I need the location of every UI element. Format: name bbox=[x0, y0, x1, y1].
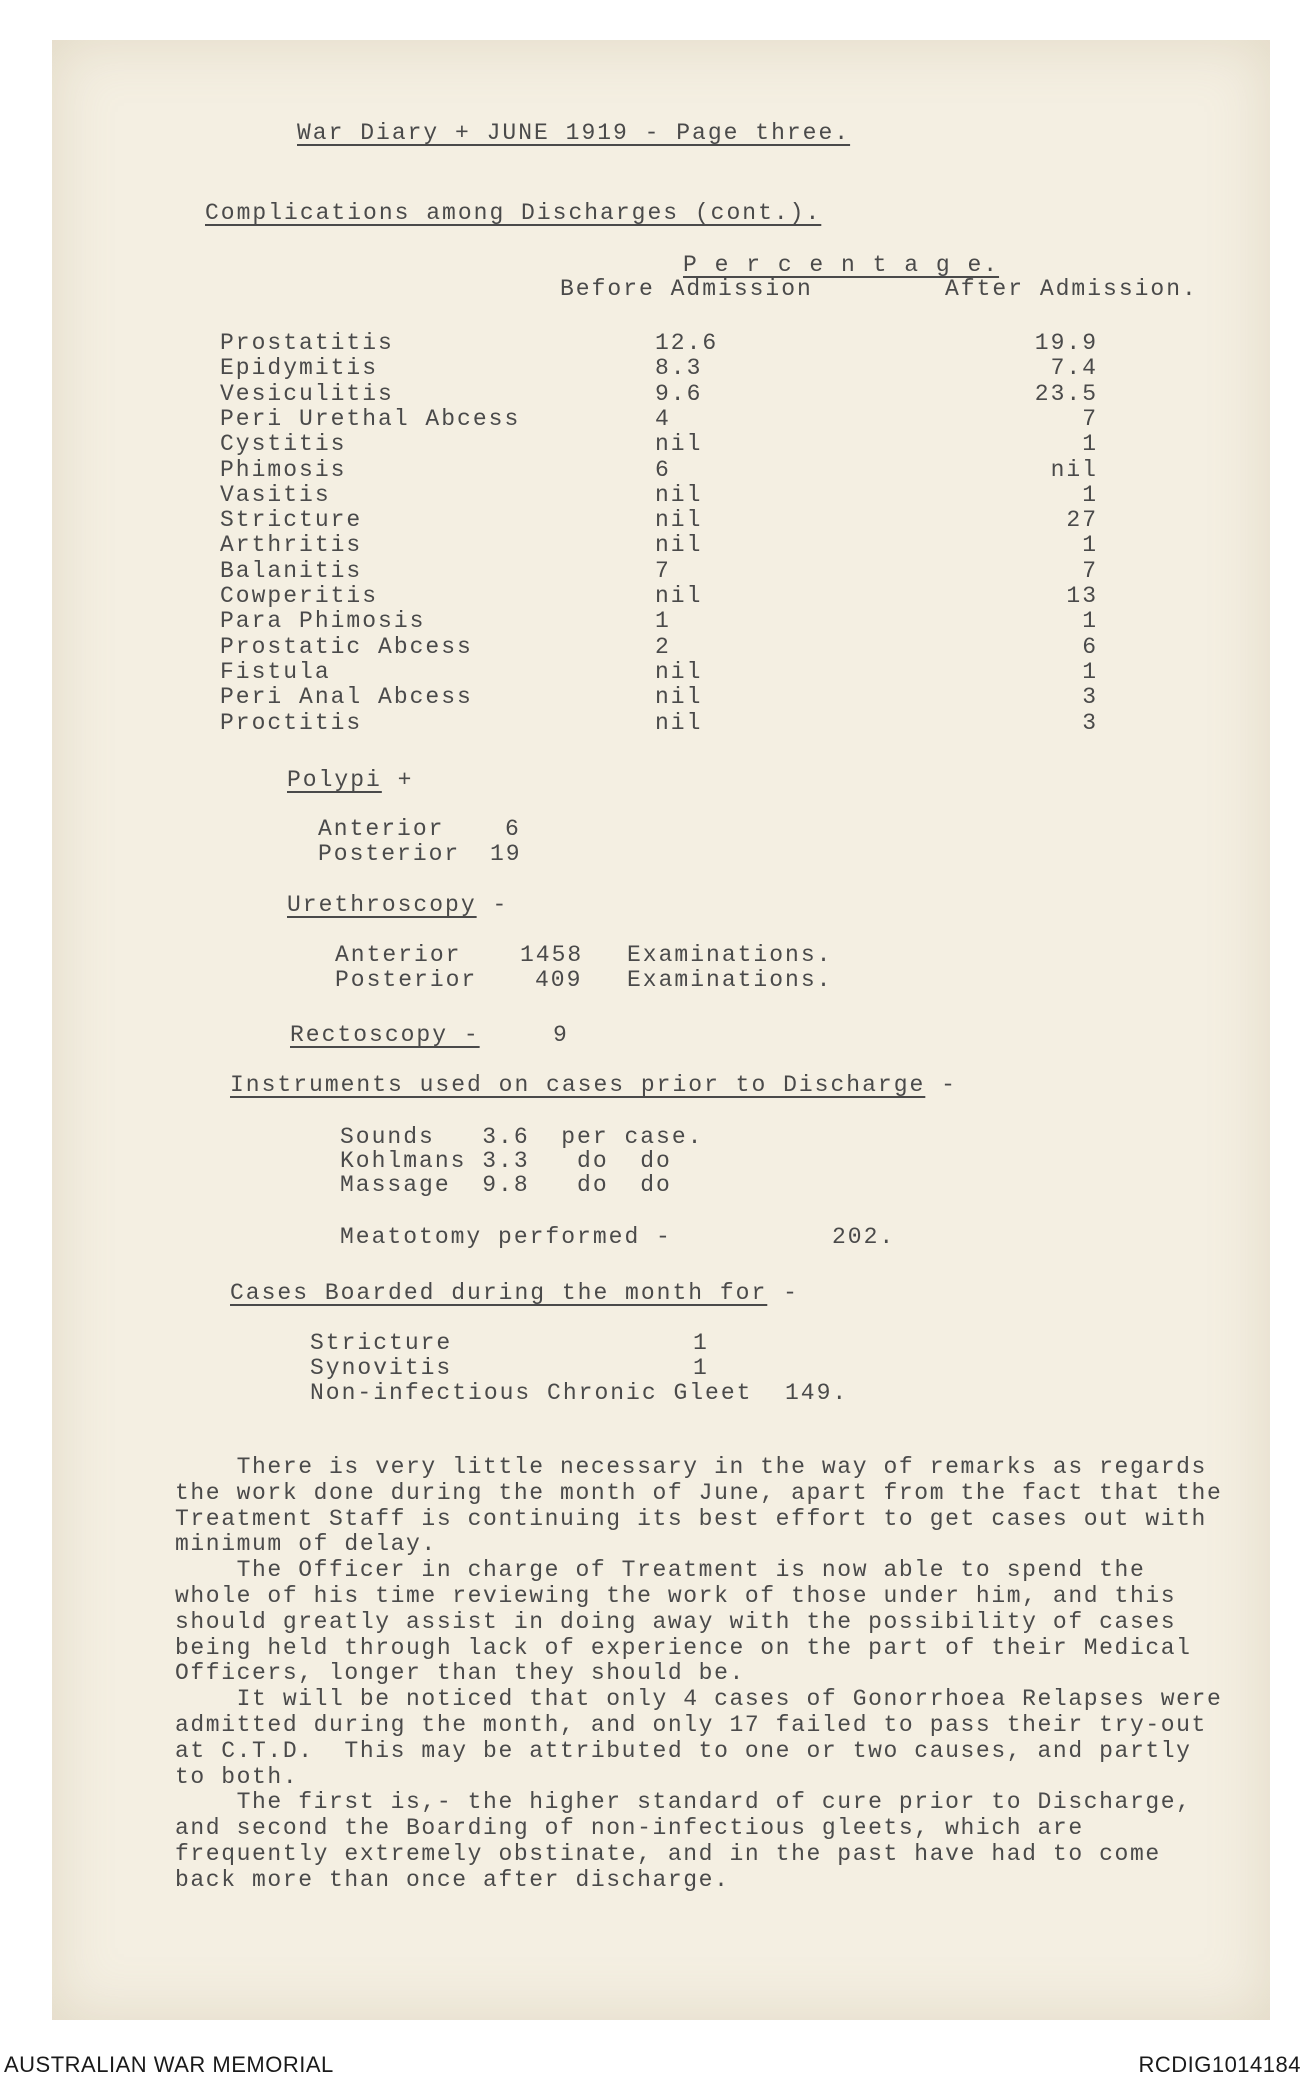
after-admission-value: 1 bbox=[1082, 532, 1098, 558]
after-admission-value: 7 bbox=[1082, 406, 1098, 432]
after-admission-value: 23.5 bbox=[1034, 381, 1098, 407]
instruments-suffix: - bbox=[941, 1072, 957, 1098]
remarks-line: and second the Boarding of non-infectious gleets, which are bbox=[175, 1815, 1084, 1842]
before-admission-value: 9.6 bbox=[655, 381, 703, 407]
remarks-paragraph bbox=[175, 1455, 1235, 1894]
footer-reference: RCDIG1014184 bbox=[1138, 2052, 1301, 2077]
percentage-label: P e r c e n t a g e. bbox=[683, 252, 1000, 278]
polypi-title: Polypi bbox=[287, 767, 382, 793]
polypi-anterior-label: Anterior bbox=[318, 816, 445, 842]
after-admission-value: 6 bbox=[1082, 634, 1098, 660]
remarks-line: to both. bbox=[175, 1763, 299, 1790]
before-admission-value: 2 bbox=[655, 634, 671, 660]
before-admission-value: 12.6 bbox=[655, 330, 719, 356]
before-admission-value: nil bbox=[655, 431, 703, 457]
rectoscopy-value: 9 bbox=[553, 1022, 569, 1048]
urethroscopy-heading bbox=[287, 892, 508, 918]
boarded-item-value: 149. bbox=[785, 1380, 849, 1406]
before-admission-value: nil bbox=[655, 583, 703, 609]
remarks-line: It will be noticed that only 4 cases of Gonorrhoea Relapses were bbox=[175, 1686, 1223, 1713]
complication-name: Cowperitis bbox=[220, 583, 379, 609]
before-admission-value: 7 bbox=[655, 558, 671, 584]
boarded-item-name: Synovitis bbox=[310, 1355, 453, 1381]
complication-name: Proctitis bbox=[220, 710, 363, 736]
complication-name: Prostatic Abcess bbox=[220, 634, 473, 660]
urethroscopy-anterior-unit: Examinations. bbox=[627, 942, 833, 968]
after-admission-value: nil bbox=[1050, 457, 1098, 483]
remarks-line: Officers, longer than they should be. bbox=[175, 1660, 745, 1687]
before-admission-value: 4 bbox=[655, 406, 671, 432]
complication-name: Cystitis bbox=[220, 431, 347, 457]
remarks-line: There is very little necessary in the way of remarks as regards bbox=[175, 1454, 1207, 1480]
instrument-massage: Massage 9.8 do do bbox=[340, 1172, 672, 1198]
boarded-suffix: - bbox=[783, 1280, 799, 1306]
before-admission-value: nil bbox=[655, 684, 703, 710]
footer-institution: AUSTRALIAN WAR MEMORIAL bbox=[4, 2052, 334, 2077]
polypi-posterior-value: 19 bbox=[490, 841, 522, 867]
boarded-item-value: 1 bbox=[693, 1355, 709, 1381]
instruments-title: Instruments used on cases prior to Discharge bbox=[230, 1072, 926, 1098]
complication-name: Peri Anal Abcess bbox=[220, 684, 473, 710]
urethroscopy-posterior-label: Posterior bbox=[335, 967, 478, 993]
urethroscopy-anterior-value: 1458 bbox=[520, 942, 584, 968]
remarks-line: The Officer in charge of Treatment is now able to spend the bbox=[175, 1557, 1146, 1584]
before-admission-value: nil bbox=[655, 710, 703, 736]
after-admission-value: 3 bbox=[1082, 710, 1098, 736]
remarks-line: Treatment Staff is continuing its best effort to get cases out with bbox=[175, 1505, 1207, 1532]
remarks-line: at C.T.D. This may be attributed to one or two causes, and partly bbox=[175, 1737, 1192, 1764]
complication-name: Peri Urethal Abcess bbox=[220, 406, 521, 432]
after-admission-value: 3 bbox=[1082, 684, 1098, 710]
urethroscopy-suffix: - bbox=[492, 892, 509, 918]
complication-name: Vesiculitis bbox=[220, 381, 394, 407]
urethroscopy-posterior-value: 409 bbox=[535, 967, 583, 993]
after-admission-value: 7.4 bbox=[1050, 355, 1098, 381]
remarks-line: should greatly assist in doing away with the possibility of cases bbox=[175, 1608, 1177, 1635]
meatotomy-value: 202. bbox=[832, 1224, 896, 1250]
after-admission-value: 7 bbox=[1082, 558, 1098, 584]
urethroscopy-title: Urethroscopy bbox=[287, 892, 477, 918]
boarded-item-name: Stricture bbox=[310, 1330, 453, 1356]
section-title: Complications among Discharges (cont.). bbox=[205, 200, 822, 226]
remarks-line: frequently extremely obstinate, and in the past have had to come bbox=[175, 1840, 1161, 1867]
after-admission-value: 1 bbox=[1082, 431, 1098, 457]
remarks-line: being held through lack of experience on the part of their Medical bbox=[175, 1634, 1192, 1661]
complication-name: Epidymitis bbox=[220, 355, 379, 381]
before-admission-value: nil bbox=[655, 532, 703, 558]
urethroscopy-posterior-unit: Examinations. bbox=[627, 967, 833, 993]
before-admission-value: 1 bbox=[655, 608, 671, 634]
remarks-line: whole of his time reviewing the work of those under him, and this bbox=[175, 1582, 1177, 1609]
remarks-line: back more than once after discharge. bbox=[175, 1866, 730, 1893]
column-header-after: After Admission. bbox=[945, 276, 1198, 302]
rectoscopy-title: Rectoscopy - bbox=[290, 1022, 480, 1048]
complication-name: Prostatitis bbox=[220, 330, 394, 356]
remarks-line: The first is,- the higher standard of cure prior to Discharge, bbox=[175, 1789, 1192, 1816]
remarks-line: minimum of delay. bbox=[175, 1531, 437, 1558]
before-admission-value: nil bbox=[655, 507, 703, 533]
page-header: War Diary + JUNE 1919 - Page three. bbox=[297, 120, 851, 146]
after-admission-value: 19.9 bbox=[1034, 330, 1098, 356]
boarded-item-value: 1 bbox=[693, 1330, 709, 1356]
instrument-kohlmans: Kohlmans 3.3 do do bbox=[340, 1148, 672, 1174]
before-admission-value: nil bbox=[655, 482, 703, 508]
polypi-posterior-label: Posterior bbox=[318, 841, 461, 867]
after-admission-value: 1 bbox=[1082, 659, 1098, 685]
after-admission-value: 1 bbox=[1082, 608, 1098, 634]
complication-name: Balanitis bbox=[220, 558, 363, 584]
before-admission-value: 6 bbox=[655, 457, 671, 483]
instruments-heading bbox=[230, 1072, 957, 1098]
after-admission-value: 1 bbox=[1082, 482, 1098, 508]
boarded-title: Cases Boarded during the month for bbox=[230, 1280, 768, 1306]
remarks-line: the work done during the month of June, apart from the fact that the bbox=[175, 1479, 1223, 1506]
after-admission-value: 13 bbox=[1066, 583, 1098, 609]
complication-name: Phimosis bbox=[220, 457, 347, 483]
polypi-heading bbox=[287, 767, 413, 793]
boarded-item-name: Non-infectious Chronic Gleet bbox=[310, 1380, 753, 1406]
complication-name: Arthritis bbox=[220, 532, 363, 558]
complication-name: Stricture bbox=[220, 507, 363, 533]
polypi-anterior-value: 6 bbox=[505, 816, 521, 842]
after-admission-value: 27 bbox=[1066, 507, 1098, 533]
polypi-suffix: + bbox=[397, 767, 414, 793]
complication-name: Fistula bbox=[220, 659, 331, 685]
meatotomy-label: Meatotomy performed - bbox=[340, 1224, 672, 1250]
remarks-line: admitted during the month, and only 17 failed to pass their try-out bbox=[175, 1711, 1207, 1738]
urethroscopy-anterior-label: Anterior bbox=[335, 942, 462, 968]
instrument-sounds: Sounds 3.6 per case. bbox=[340, 1124, 704, 1150]
before-admission-value: nil bbox=[655, 659, 703, 685]
boarded-heading bbox=[230, 1280, 799, 1306]
complication-name: Para Phimosis bbox=[220, 608, 426, 634]
before-admission-value: 8.3 bbox=[655, 355, 703, 381]
complication-name: Vasitis bbox=[220, 482, 331, 508]
column-header-before: Before Admission bbox=[560, 276, 813, 302]
